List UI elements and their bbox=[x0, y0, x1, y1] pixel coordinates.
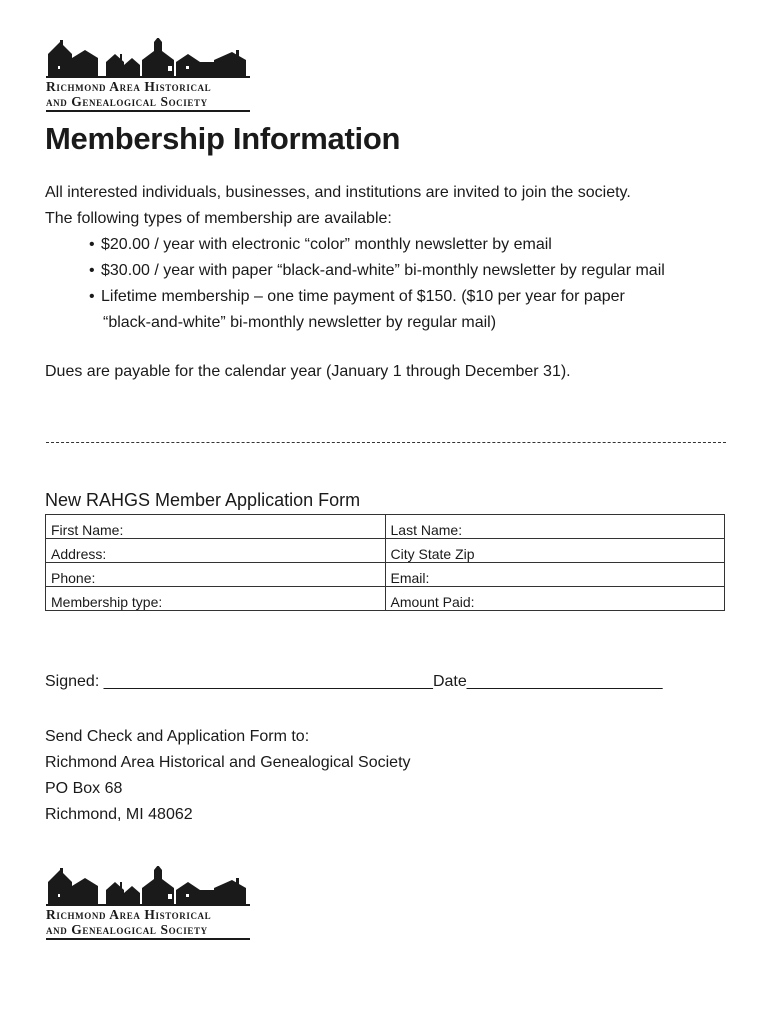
membership-options bbox=[45, 232, 745, 336]
mail-po-box: PO Box 68 bbox=[45, 780, 123, 797]
intro bbox=[45, 180, 745, 336]
village-skyline-icon bbox=[46, 38, 250, 76]
org-name-line-1: Richmond Area Historical bbox=[46, 79, 212, 94]
mail-city: Richmond, MI 48062 bbox=[45, 806, 193, 823]
village-skyline-icon bbox=[46, 866, 250, 904]
signature-line[interactable]: Signed: _____________________________________Date______________________ bbox=[45, 673, 663, 690]
application-form-table bbox=[45, 514, 725, 611]
amount-paid-field[interactable]: Amount Paid: bbox=[385, 587, 725, 611]
city-state-zip-field[interactable]: City State Zip bbox=[385, 539, 725, 563]
logo-rule-top bbox=[46, 76, 250, 78]
table-row bbox=[46, 587, 725, 611]
form-title: New RAHGS Member Application Form bbox=[45, 490, 361, 510]
mailing-address bbox=[45, 724, 411, 828]
logo-rule-bottom bbox=[46, 110, 250, 112]
mail-heading: Send Check and Application Form to: bbox=[45, 728, 310, 745]
cut-line bbox=[46, 442, 726, 443]
membership-option-lifetime-cont: “black-and-white” bi-monthly newsletter by regular mail) bbox=[103, 314, 497, 331]
table-row bbox=[46, 515, 725, 539]
dues-note: Dues are payable for the calendar year (January 1 through December 31). bbox=[45, 363, 571, 380]
intro-line-2: The following types of membership are available: bbox=[45, 210, 392, 227]
mail-org: Richmond Area Historical and Genealogical Society bbox=[45, 754, 411, 771]
page-title: Membership Information bbox=[45, 121, 401, 156]
logo-rule-bottom bbox=[46, 938, 250, 940]
table-row bbox=[46, 539, 725, 563]
first-name-field[interactable]: First Name: bbox=[46, 515, 386, 539]
logo-bottom bbox=[46, 866, 252, 940]
intro-line-1: All interested individuals, businesses, and institutions are invited to join the society. bbox=[45, 184, 631, 201]
org-name-line-2: and Genealogical Society bbox=[46, 922, 208, 937]
org-name-line-1: Richmond Area Historical bbox=[46, 907, 212, 922]
email-field[interactable]: Email: bbox=[385, 563, 725, 587]
logo-rule-top bbox=[46, 904, 250, 906]
phone-field[interactable]: Phone: bbox=[46, 563, 386, 587]
membership-option-paper: • $30.00 / year with paper “black-and-white” bi-monthly newsletter by regular mail bbox=[89, 258, 745, 284]
membership-option-lifetime: • Lifetime membership – one time payment of $150. ($10 per year for paper bbox=[89, 284, 745, 310]
table-row bbox=[46, 563, 725, 587]
org-name-line-2: and Genealogical Society bbox=[46, 94, 208, 109]
membership-type-field[interactable]: Membership type: bbox=[46, 587, 386, 611]
address-field[interactable]: Address: bbox=[46, 539, 386, 563]
last-name-field[interactable]: Last Name: bbox=[385, 515, 725, 539]
membership-option-electronic: • $20.00 / year with electronic “color” monthly newsletter by email bbox=[89, 232, 745, 258]
logo-top bbox=[46, 38, 252, 112]
